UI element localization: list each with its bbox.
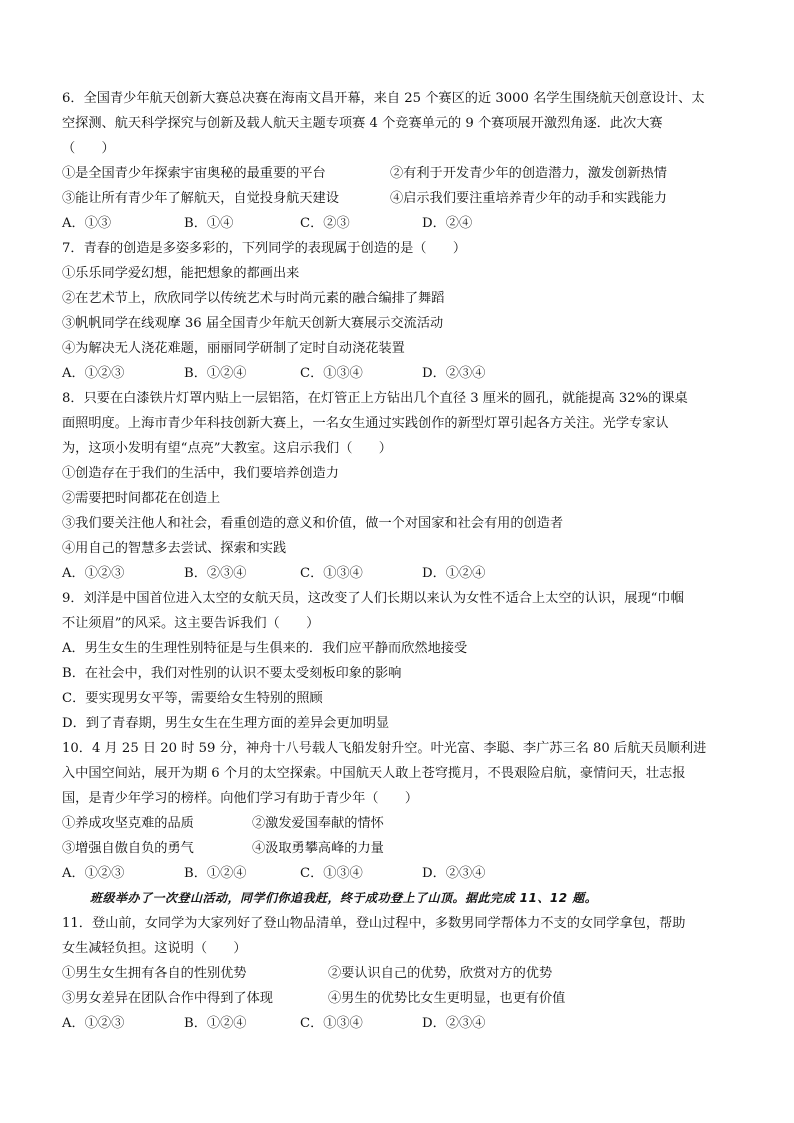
question-11-stem-line-1: 11．登山前，女同学为大家列好了登山物品清单，登山过程中，多数男同学帮体力不支的女同学拿包，帮助	[62, 916, 686, 931]
statement-3: ③我们要关注他人和社会，看重创造的意义和价值，做一个对国家和社会有用的创造者	[62, 516, 564, 531]
question-8-stem-line-3: 为，这项小发明有望“点亮”大教室。这启示我们（ ）	[62, 441, 392, 456]
statement-4: ④用自己的智慧多去尝试、探索和实践	[62, 541, 287, 556]
option-b[interactable]: B．①②④	[184, 1016, 247, 1031]
option-a[interactable]: A．①③	[62, 216, 112, 231]
question-9-stem-line-2: 不让须眉”的风采。这主要告诉我们（ ）	[62, 616, 320, 631]
option-b[interactable]: B．在社会中，我们对性别的认识不要太受刻板印象的影响	[62, 666, 402, 681]
statement-2: ②在艺术节上，欣欣同学以传统艺术与时尚元素的融合编排了舞蹈	[62, 291, 445, 306]
statement-3: ③增强自傲自负的勇气	[62, 841, 194, 856]
question-8-stem-line-1: 8．只要在白漆铁片灯罩内贴上一层铝箔，在灯管正上方钻出几个直径 3 厘米的圆孔，就能提高 32%的课桌	[62, 391, 688, 406]
statement-2: ②要认识自己的优势，欣赏对方的优势	[328, 966, 553, 981]
section-intro: 班级举办了一次登山活动，同学们你追我赶，终于成功登上了山顶。据此完成 11、12 题。	[90, 891, 598, 905]
statement-3: ③男女差异在团队合作中得到了体现	[62, 991, 273, 1006]
option-c[interactable]: C．①③④	[300, 866, 363, 881]
option-c[interactable]: C．①③④	[300, 1016, 363, 1031]
question-8-stem-line-2: 面照明度。上海市青少年科技创新大赛上，一名女生通过实践创作的新型灯罩引起各方关注。光学专家认	[62, 416, 669, 431]
question-9	[62, 586, 742, 736]
statement-3: ③帆帆同学在线观摩 36 届全国青少年航天创新大赛展示交流活动	[62, 316, 444, 331]
question-10-statements-row-2	[62, 836, 742, 861]
option-d[interactable]: D．①②④	[422, 566, 486, 581]
question-6	[62, 86, 742, 236]
question-7-stem: 7．青春的创造是多姿多彩的，下列同学的表现属于创造的是（ ）	[62, 241, 467, 256]
question-9-stem-line-1: 9．刘洋是中国首位进入太空的女航天员，这改变了人们长期以来认为女性不适合上太空的认识，展现“巾帼	[62, 591, 684, 606]
statement-2: ②激发爱国奉献的情怀	[252, 816, 384, 831]
option-d[interactable]: D．②④	[422, 216, 473, 231]
option-c[interactable]: C．①③④	[300, 366, 363, 381]
statement-2: ②有利于开发青少年的创造潜力，激发创新热情	[390, 166, 667, 181]
option-c[interactable]: C．①③④	[300, 566, 363, 581]
question-8-options	[62, 561, 742, 586]
statement-1: ①是全国青少年探索宇宙奥秘的最重要的平台	[62, 166, 326, 181]
question-11-options	[62, 1011, 742, 1036]
question-11-statements-row-2	[62, 986, 742, 1011]
question-10-stem-line-3: 国，是青少年学习的榜样。向他们学习有助于青少年（ ）	[62, 791, 419, 806]
statement-4: ④汲取勇攀高峰的力量	[252, 841, 384, 856]
question-6-stem-line-2: 空探测、航天科学探究与创新及载人航天主题专项赛 4 个竞赛单元的 9 个赛项展开激烈角逐．此次大赛	[62, 116, 663, 131]
statement-4: ④男生的优势比女生更明显，也更有价值	[328, 991, 566, 1006]
question-8	[62, 386, 742, 586]
statement-1: ①养成攻坚克难的品质	[62, 816, 194, 831]
question-6-statements-row-2	[62, 186, 742, 211]
exam-page	[62, 86, 742, 1036]
question-10	[62, 736, 742, 886]
question-10-options	[62, 861, 742, 886]
option-a[interactable]: A．①②③	[62, 566, 125, 581]
option-d[interactable]: D．到了青春期，男生女生在生理方面的差异会更加明显	[62, 716, 390, 731]
question-6-statements-row-1	[62, 161, 742, 186]
option-a[interactable]: A．①②③	[62, 366, 125, 381]
option-c[interactable]: C．②③	[300, 216, 350, 231]
statement-4: ④为解决无人浇花难题，丽丽同学研制了定时自动浇花装置	[62, 341, 405, 356]
statement-3: ③能让所有青少年了解航天，自觉投身航天建设	[62, 191, 339, 206]
question-6-stem-line-1: 6．全国青少年航天创新大赛总决赛在海南文昌开幕，来自 25 个赛区的近 3000 名学生围绕航天创意设计、太	[62, 91, 705, 106]
option-a[interactable]: A．男生女生的生理性别特征是与生俱来的．我们应平静而欣然地接受	[62, 641, 468, 656]
statement-1: ①乐乐同学爱幻想，能把想象的都画出来	[62, 266, 300, 281]
statement-2: ②需要把时间都花在创造上	[62, 491, 221, 506]
option-a[interactable]: A．①②③	[62, 866, 125, 881]
statement-4: ④启示我们要注重培养青少年的动手和实践能力	[390, 191, 667, 206]
question-6-stem-line-3: （ ）	[62, 141, 115, 156]
option-c[interactable]: C．要实现男女平等，需要给女生特别的照顾	[62, 691, 323, 706]
question-10-statements-row-1	[62, 811, 742, 836]
statement-1: ①男生女生拥有各自的性别优势	[62, 966, 247, 981]
option-a[interactable]: A．①②③	[62, 1016, 125, 1031]
question-10-stem-line-2: 入中国空间站，展开为期 6 个月的太空探索。中国航天人敢上苍穹揽月，不畏艰险启航，豪情问天，壮志报	[62, 766, 686, 781]
option-b[interactable]: B．①④	[184, 216, 234, 231]
option-d[interactable]: D．②③④	[422, 366, 486, 381]
question-11-stem-line-2: 女生减轻负担。这说明（ ）	[62, 941, 247, 956]
option-d[interactable]: D．②③④	[422, 866, 486, 881]
option-b[interactable]: B．②③④	[184, 566, 247, 581]
question-7	[62, 236, 742, 386]
question-6-options	[62, 211, 742, 236]
question-7-options	[62, 361, 742, 386]
question-10-stem-line-1: 10．4 月 25 日 20 时 59 分，神舟十八号载人飞船发射升空。叶光富、李聪、李广苏三名 80 后航天员顺利进	[62, 741, 707, 756]
question-11	[62, 911, 742, 1036]
option-b[interactable]: B．①②④	[184, 866, 247, 881]
question-11-statements-row-1	[62, 961, 742, 986]
statement-1: ①创造存在于我们的生活中，我们要培养创造力	[62, 466, 339, 481]
option-b[interactable]: B．①②④	[184, 366, 247, 381]
option-d[interactable]: D．②③④	[422, 1016, 486, 1031]
